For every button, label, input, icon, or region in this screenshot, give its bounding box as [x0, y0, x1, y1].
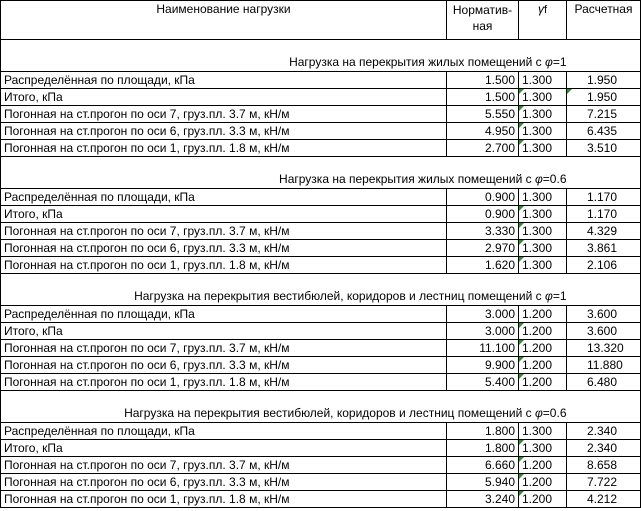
- cell-comment-marker-icon: [567, 89, 572, 94]
- gamma-f-cell[interactable]: [519, 440, 567, 457]
- cell-comment-marker-icon: [519, 440, 524, 445]
- phi-symbol: φ: [544, 289, 553, 303]
- phi-value: =0.6: [542, 172, 567, 186]
- gamma-f-value: 1.200: [522, 474, 553, 489]
- cell-comment-marker-icon: [519, 206, 524, 211]
- calculated-value-cell[interactable]: [567, 440, 641, 457]
- normative-value-cell[interactable]: 11.100: [447, 340, 519, 357]
- gamma-f-value: 1.300: [522, 206, 553, 221]
- table-row[interactable]: [1, 240, 641, 257]
- gamma-f-cell[interactable]: [519, 206, 567, 223]
- gamma-f-cell[interactable]: [519, 340, 567, 357]
- calculated-value: 7.722: [587, 474, 618, 489]
- normative-value-cell[interactable]: 4.950: [447, 123, 519, 140]
- gamma-f-cell[interactable]: [519, 189, 567, 206]
- calculated-value-cell[interactable]: [567, 374, 641, 391]
- calculated-value-cell[interactable]: [567, 457, 641, 474]
- cell-comment-marker-icon: [519, 340, 524, 345]
- gamma-f-value: 1.300: [522, 223, 553, 238]
- table-row[interactable]: [1, 340, 641, 357]
- load-name-cell[interactable]: Итого, кПа: [1, 323, 447, 340]
- load-name-cell[interactable]: Итого, кПа: [1, 206, 447, 223]
- cell-comment-marker-icon: [519, 457, 524, 462]
- header-normative: Норматив-ная: [447, 1, 519, 40]
- calculated-value: 7.215: [587, 106, 618, 121]
- table-row[interactable]: [1, 72, 641, 89]
- normative-value-cell[interactable]: 5.940: [447, 474, 519, 491]
- section-title-spacer: [567, 274, 641, 306]
- calculated-value: 6.480: [587, 374, 618, 389]
- load-name-cell[interactable]: Погонная на ст.прогон по оси 7, груз.пл. 3.7 м, кН/м: [1, 340, 447, 357]
- phi-symbol: φ: [544, 55, 553, 69]
- load-name-cell[interactable]: Погонная на ст.прогон по оси 6, груз.пл. 3.3 м, кН/м: [1, 357, 447, 374]
- gamma-f-cell[interactable]: [519, 491, 567, 508]
- phi-value: =1: [552, 289, 567, 303]
- header-gamma-symbol: γ: [537, 2, 544, 16]
- normative-value-cell[interactable]: 5.400: [447, 374, 519, 391]
- calculated-value-cell[interactable]: [567, 189, 641, 206]
- gamma-f-value: 1.300: [522, 140, 553, 155]
- calculated-value-cell[interactable]: [567, 340, 641, 357]
- phi-value: =0.6: [542, 406, 567, 420]
- calculated-value: 1.950: [587, 72, 618, 87]
- header-calculated: Расчетная: [567, 1, 641, 40]
- load-name-cell[interactable]: Распределённая по площади, кПа: [1, 423, 447, 440]
- phi-symbol: φ: [534, 406, 543, 420]
- gamma-f-value: 1.200: [522, 357, 553, 372]
- section-title-text: Нагрузка на перекрытия вестибюлей, коридоров и лестниц помещений с: [124, 406, 535, 420]
- section-title-row: [1, 157, 641, 189]
- section-title: [1, 391, 567, 423]
- cell-comment-marker-icon: [519, 106, 524, 111]
- gamma-f-value: 1.300: [522, 123, 553, 138]
- cell-comment-marker-icon: [519, 240, 524, 245]
- section-title-row: [1, 40, 641, 72]
- calculated-value: 2.340: [587, 423, 618, 438]
- gamma-f-value: 1.200: [522, 491, 553, 506]
- calculated-value: 2.106: [587, 257, 618, 272]
- section-title: [1, 157, 567, 189]
- header-gamma-f: [519, 1, 567, 40]
- section-title-spacer: [567, 40, 641, 72]
- normative-value-cell[interactable]: 3.330: [447, 223, 519, 240]
- section-title-text: Нагрузка на перекрытия вестибюлей, коридоров и лестниц помещений с: [134, 289, 545, 303]
- cell-comment-marker-icon: [519, 257, 524, 262]
- cell-comment-marker-icon: [519, 474, 524, 479]
- load-name-cell[interactable]: Распределённая по площади, кПа: [1, 72, 447, 89]
- cell-comment-marker-icon: [519, 223, 524, 228]
- normative-value-cell[interactable]: 2.700: [447, 140, 519, 157]
- cell-comment-marker-icon: [519, 374, 524, 379]
- calculated-value-cell[interactable]: [567, 491, 641, 508]
- normative-value-cell[interactable]: 1.620: [447, 257, 519, 274]
- gamma-f-value: 1.200: [522, 340, 553, 355]
- table-row[interactable]: [1, 89, 641, 106]
- calculated-value-cell[interactable]: [567, 257, 641, 274]
- load-name-cell[interactable]: Погонная на ст.прогон по оси 7, груз.пл. 3.7 м, кН/м: [1, 223, 447, 240]
- calculated-value-cell[interactable]: [567, 323, 641, 340]
- gamma-f-value: 1.200: [522, 374, 553, 389]
- gamma-f-cell[interactable]: [519, 89, 567, 106]
- normative-value-cell[interactable]: 2.970: [447, 240, 519, 257]
- gamma-f-cell[interactable]: [519, 106, 567, 123]
- gamma-f-value: 1.300: [522, 257, 553, 272]
- gamma-f-cell[interactable]: [519, 474, 567, 491]
- table-row[interactable]: [1, 123, 641, 140]
- gamma-f-value: 1.300: [522, 423, 553, 438]
- table-row[interactable]: [1, 323, 641, 340]
- phi-symbol: φ: [534, 172, 543, 186]
- calculated-value-cell[interactable]: [567, 306, 641, 323]
- normative-value-cell[interactable]: 1.800: [447, 423, 519, 440]
- normative-value-cell[interactable]: 3.240: [447, 491, 519, 508]
- load-name-cell[interactable]: Погонная на ст.прогон по оси 7, груз.пл. 3.7 м, кН/м: [1, 457, 447, 474]
- gamma-f-cell[interactable]: [519, 306, 567, 323]
- calculated-value: 4.329: [587, 223, 618, 238]
- cell-comment-marker-icon: [519, 323, 524, 328]
- table-row[interactable]: [1, 223, 641, 240]
- load-name-cell[interactable]: Погонная на ст.прогон по оси 6, груз.пл. 3.3 м, кН/м: [1, 240, 447, 257]
- gamma-f-cell[interactable]: [519, 357, 567, 374]
- gamma-f-value: 1.200: [522, 323, 553, 338]
- gamma-f-cell[interactable]: [519, 457, 567, 474]
- section-title: [1, 274, 567, 306]
- gamma-f-value: 1.300: [522, 440, 553, 455]
- calculated-value: 1.950: [587, 89, 618, 104]
- table-body: [1, 40, 641, 508]
- normative-value-cell[interactable]: 3.000: [447, 306, 519, 323]
- gamma-f-cell[interactable]: [519, 257, 567, 274]
- phi-value: =1: [552, 55, 567, 69]
- section-title-row: [1, 391, 641, 423]
- calculated-value: 1.170: [587, 206, 618, 221]
- gamma-f-value: 1.300: [522, 240, 553, 255]
- normative-value-cell[interactable]: 6.660: [447, 457, 519, 474]
- load-name-cell[interactable]: Распределённая по площади, кПа: [1, 306, 447, 323]
- load-name-cell[interactable]: Погонная на ст.прогон по оси 1, груз.пл. 1.8 м, кН/м: [1, 491, 447, 508]
- header-name: Наименование нагрузки: [1, 1, 447, 40]
- table-row[interactable]: [1, 474, 641, 491]
- load-name-cell[interactable]: Погонная на ст.прогон по оси 6, груз.пл. 3.3 м, кН/м: [1, 123, 447, 140]
- load-name-cell[interactable]: Погонная на ст.прогон по оси 1, груз.пл. 1.8 м, кН/м: [1, 140, 447, 157]
- section-title-spacer: [567, 157, 641, 189]
- calculated-value: 3.600: [587, 306, 618, 321]
- calculated-value: 6.435: [587, 123, 618, 138]
- gamma-f-value: 1.200: [522, 306, 553, 321]
- calculated-value: 4.212: [587, 491, 618, 506]
- calculated-value-cell[interactable]: [567, 223, 641, 240]
- gamma-f-value: 1.300: [522, 72, 553, 87]
- load-name-cell[interactable]: Итого, кПа: [1, 440, 447, 457]
- cell-comment-marker-icon: [519, 357, 524, 362]
- section-title: [1, 40, 567, 72]
- table-row[interactable]: [1, 189, 641, 206]
- normative-value-cell[interactable]: 3.000: [447, 323, 519, 340]
- load-name-cell[interactable]: Распределённая по площади, кПа: [1, 189, 447, 206]
- gamma-f-cell[interactable]: [519, 223, 567, 240]
- table-header-row: [1, 1, 641, 40]
- calculated-value: 2.340: [587, 440, 618, 455]
- calculated-value-cell[interactable]: [567, 357, 641, 374]
- table-row[interactable]: [1, 457, 641, 474]
- gamma-f-cell[interactable]: [519, 240, 567, 257]
- cell-comment-marker-icon: [519, 491, 524, 496]
- cell-comment-marker-icon: [519, 123, 524, 128]
- normative-value-cell[interactable]: 1.500: [447, 89, 519, 106]
- calculated-value-cell[interactable]: [567, 72, 641, 89]
- calculated-value-cell[interactable]: [567, 89, 641, 106]
- gamma-f-cell[interactable]: [519, 123, 567, 140]
- normative-value-cell[interactable]: 1.500: [447, 72, 519, 89]
- normative-value-cell[interactable]: 0.900: [447, 206, 519, 223]
- calculated-value-cell[interactable]: [567, 474, 641, 491]
- normative-value-cell[interactable]: 5.550: [447, 106, 519, 123]
- table-row[interactable]: [1, 423, 641, 440]
- calculated-value: 8.658: [587, 457, 618, 472]
- section-title-text: Нагрузка на перекрытия жилых помещений с: [289, 55, 545, 69]
- gamma-f-cell[interactable]: [519, 374, 567, 391]
- section-title-row: [1, 274, 641, 306]
- table-row[interactable]: [1, 206, 641, 223]
- load-name-cell[interactable]: Погонная на ст.прогон по оси 1, груз.пл. 1.8 м, кН/м: [1, 374, 447, 391]
- calculated-value-cell[interactable]: [567, 106, 641, 123]
- load-name-cell[interactable]: Погонная на ст.прогон по оси 6, груз.пл. 3.3 м, кН/м: [1, 474, 447, 491]
- calculated-value: 13.320: [587, 340, 624, 355]
- header-gamma-subscript: f: [543, 4, 548, 16]
- gamma-f-value: 1.200: [522, 457, 553, 472]
- load-name-cell[interactable]: Погонная на ст.прогон по оси 7, груз.пл. 3.7 м, кН/м: [1, 106, 447, 123]
- gamma-f-cell[interactable]: [519, 140, 567, 157]
- table-row[interactable]: [1, 306, 641, 323]
- calculated-value: 3.510: [587, 140, 618, 155]
- calculated-value: 11.880: [587, 357, 623, 372]
- calculated-value-cell[interactable]: [567, 206, 641, 223]
- section-title-spacer: [567, 391, 641, 423]
- gamma-f-cell[interactable]: [519, 423, 567, 440]
- gamma-f-value: 1.300: [522, 189, 553, 204]
- gamma-f-cell[interactable]: [519, 323, 567, 340]
- table-row[interactable]: [1, 491, 641, 508]
- gamma-f-value: 1.300: [522, 106, 553, 121]
- load-name-cell[interactable]: Итого, кПа: [1, 89, 447, 106]
- gamma-f-cell[interactable]: [519, 72, 567, 89]
- load-name-cell[interactable]: Погонная на ст.прогон по оси 1, груз.пл. 1.8 м, кН/м: [1, 257, 447, 274]
- table-row[interactable]: [1, 357, 641, 374]
- section-title-text: Нагрузка на перекрытия жилых помещений с: [279, 172, 535, 186]
- calculated-value-cell[interactable]: [567, 123, 641, 140]
- table-row[interactable]: [1, 106, 641, 123]
- calculated-value-cell[interactable]: [567, 240, 641, 257]
- calculated-value-cell[interactable]: [567, 423, 641, 440]
- table-row[interactable]: [1, 257, 641, 274]
- table-row[interactable]: [1, 140, 641, 157]
- cell-comment-marker-icon: [519, 89, 524, 94]
- cell-comment-marker-icon: [519, 140, 524, 145]
- gamma-f-value: 1.300: [522, 89, 553, 104]
- calculated-value: 3.861: [587, 240, 618, 255]
- calculated-value: 1.170: [587, 189, 618, 204]
- normative-value-cell[interactable]: 9.900: [447, 357, 519, 374]
- calculated-value-cell[interactable]: [567, 140, 641, 157]
- calculated-value: 3.600: [587, 323, 618, 338]
- normative-value-cell[interactable]: 1.800: [447, 440, 519, 457]
- table-row[interactable]: [1, 374, 641, 391]
- normative-value-cell[interactable]: 0.900: [447, 189, 519, 206]
- table-row[interactable]: [1, 440, 641, 457]
